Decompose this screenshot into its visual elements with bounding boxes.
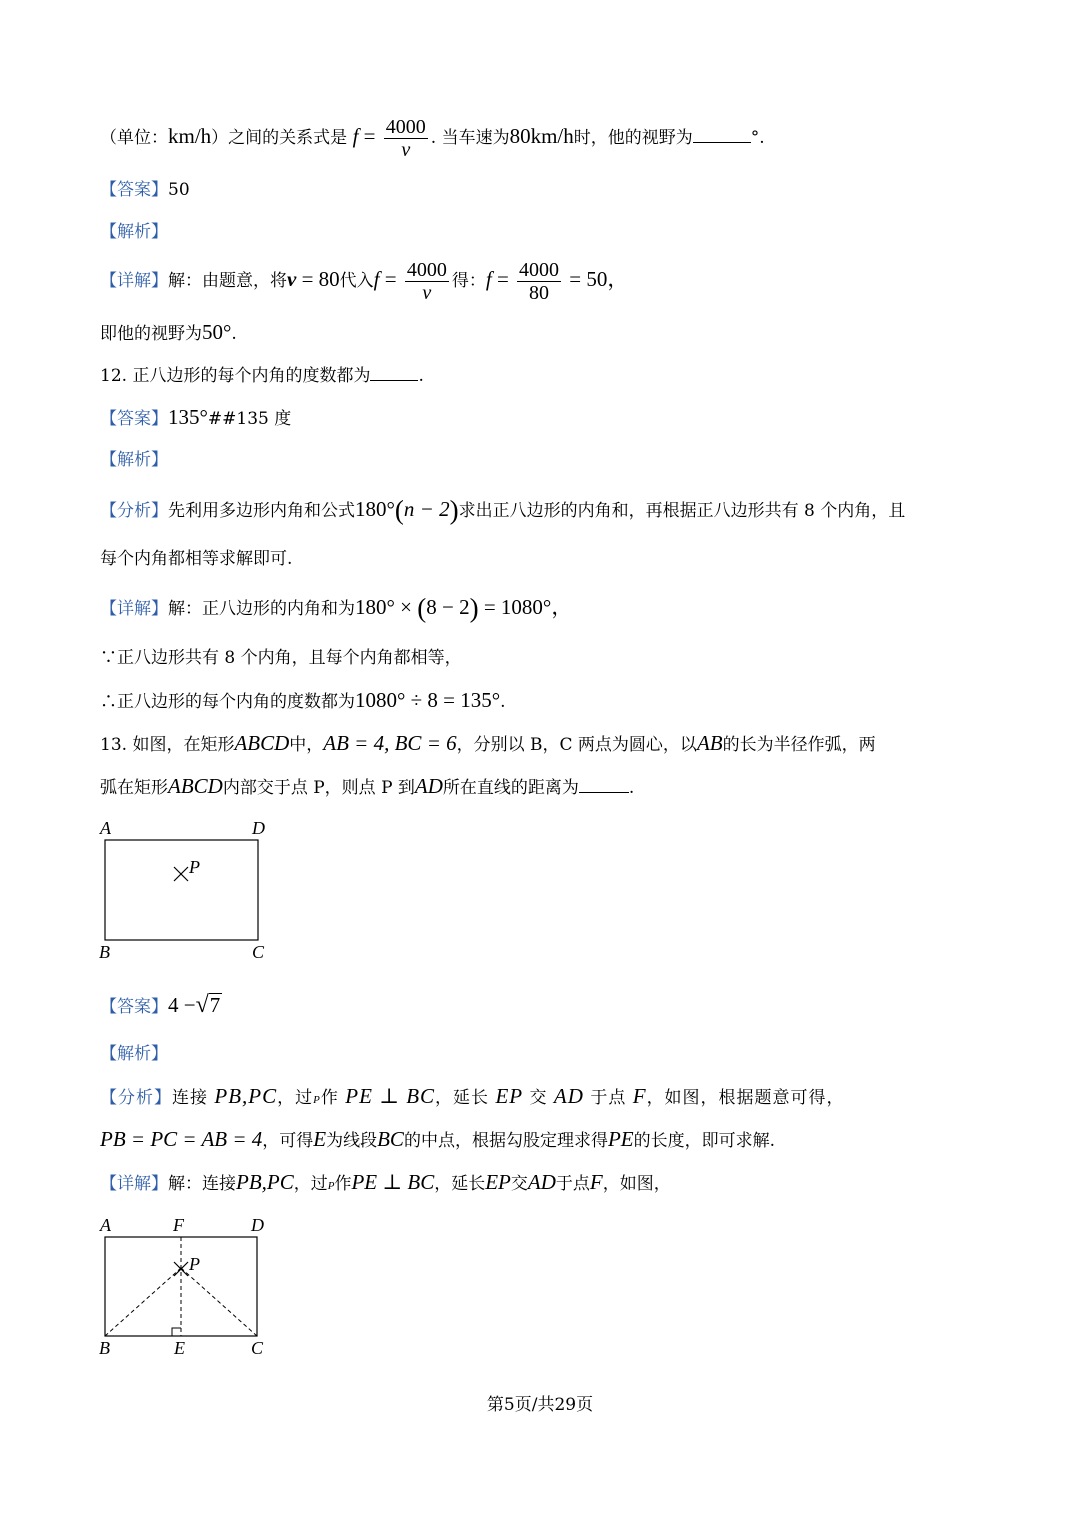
rectangle-abcd: [105, 840, 258, 940]
q12-answer: 【答案】135°##135 度: [100, 405, 292, 429]
q13-fenxi-line2: PB = PC = AB = 4，可得E为线段BC的中点，根据勾股定理求得PE的长度，即可求解.: [100, 1127, 776, 1151]
q11-detail: 【详解】解：由题意，将v = 80代入f = $\frac{4000}{v}$ 得：f = $\frac{4000}{80}$ = 50，: [100, 259, 629, 304]
answer-blank: [370, 379, 418, 381]
label-a: A: [100, 1215, 111, 1235]
label-p: P: [189, 857, 200, 877]
q12-detail: 【详解】解：正八边形的内角和为180° × (8 − 2) = 1080°，: [100, 593, 573, 623]
q12-fenxi-line2: 每个内角都相等求解即可.: [100, 549, 293, 569]
q13-analysis-tag: 【解析】: [100, 1044, 168, 1064]
answer-blank: [693, 141, 751, 143]
q13-stem-line1: 13. 如图，在矩形ABCD中，AB = 4, BC = 6，分别以 B，C 两点为圆心，以AB的长为半径作弧，两: [100, 731, 876, 755]
q12-analysis-tag: 【解析】: [100, 450, 168, 470]
q12-fenxi: 【分析】先利用多边形内角和公式180°(n − 2)求出正八边形的内角和，再根据正八边形共有 8 个内角，且: [100, 495, 906, 525]
q11-answer: 【答案】50: [100, 180, 190, 200]
q11-stem-line: （单位：km/h）之间的关系式是 f = $\frac{4000}{v}$ . 当车速为80km/h时，他的视野为 °.: [100, 116, 765, 161]
right-angle-mark: [172, 1328, 181, 1336]
label-a: A: [100, 818, 111, 838]
label-d: D: [251, 1215, 264, 1235]
rectangle-figure-2: [96, 1212, 286, 1362]
line-pb: [105, 1268, 181, 1336]
q12-therefore: ∴正八边形的每个内角的度数都为1080° ÷ 8 = 135°.: [100, 688, 506, 712]
label-b: B: [99, 1338, 110, 1358]
label-c: C: [251, 1338, 264, 1358]
label-p: P: [189, 1254, 200, 1274]
label-d: D: [252, 818, 265, 838]
answer-blank: [579, 791, 629, 793]
q13-detail: 【详解】解：连接PB,PC，过P作PE ⊥ BC，延长EP交AD于点F，如图，: [100, 1170, 671, 1194]
q11-fraction: $\frac{4000}{v}$: [385, 116, 426, 161]
q13-stem-line2: 弧在矩形ABCD内部交于点 P，则点 P 到AD所在直线的距离为 .: [100, 774, 635, 798]
label-c: C: [252, 942, 265, 962]
line-pc: [181, 1268, 257, 1336]
q12-stem: 12. 正八边形的每个内角的度数都为 .: [100, 366, 424, 386]
page-footer: 第5页/共29页: [486, 1395, 594, 1415]
q13-answer: 【答案】4 −√7: [100, 992, 221, 1018]
q12-because: ∵正八边形共有 8 个内角，且每个内角都相等，: [100, 648, 462, 668]
label-e: E: [174, 1338, 185, 1358]
rectangle-figure-1: [96, 815, 286, 965]
label-b: B: [99, 942, 110, 962]
label-f: F: [173, 1215, 184, 1235]
q13-fenxi-line1: 【分析】连接 PB,PC，过P作 PE ⊥ BC，延长 EP 交 AD 于点 F，如图，根据题意可得，: [100, 1084, 845, 1108]
q11-analysis-tag: 【解析】: [100, 222, 168, 242]
q11-detail-line2: 即他的视野为50°.: [100, 320, 237, 344]
